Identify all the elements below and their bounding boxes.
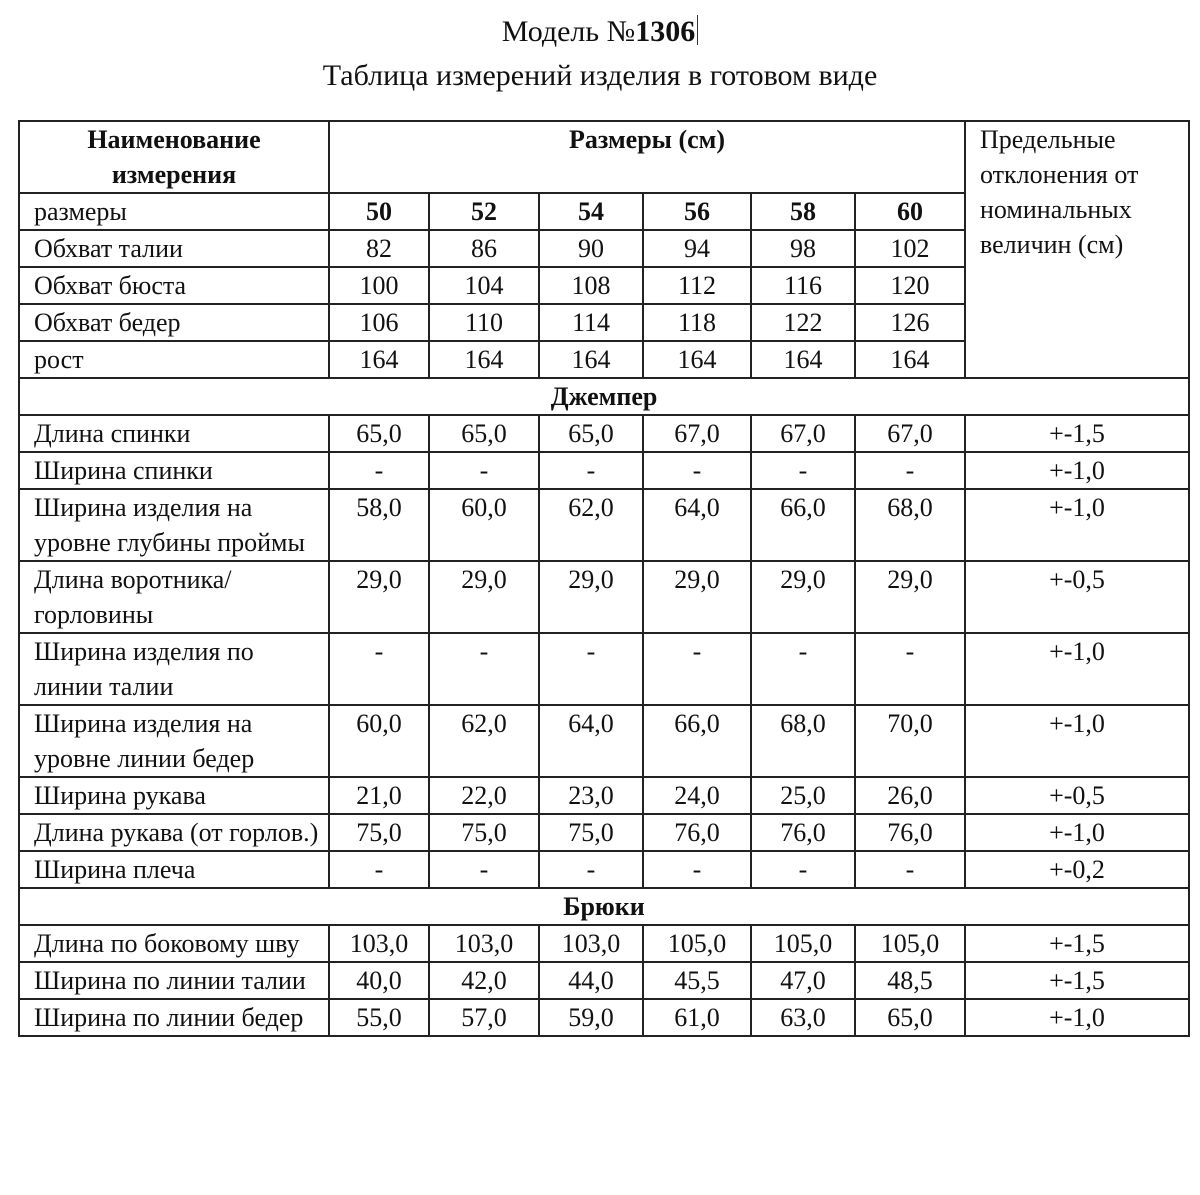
value-cell: - [329, 452, 429, 489]
value-cell: 65,0 [855, 999, 965, 1036]
value-cell: 64,0 [643, 489, 751, 561]
tolerance-cell: +-0,2 [965, 851, 1189, 888]
value-cell: 62,0 [429, 705, 539, 777]
header-sizes-cell: Размеры (см) [329, 121, 965, 193]
row-name-cell: Ширина изделия на уровне линии бедер [19, 705, 329, 777]
table-row [19, 489, 1189, 561]
row-name-cell: Обхват бюста [19, 267, 329, 304]
value-cell: - [429, 633, 539, 705]
size-header-cell: 50 [329, 193, 429, 230]
value-cell: - [429, 851, 539, 888]
value-cell: 44,0 [539, 962, 643, 999]
value-cell: - [643, 851, 751, 888]
value-cell: 62,0 [539, 489, 643, 561]
value-cell: 105,0 [855, 925, 965, 962]
value-cell: - [643, 452, 751, 489]
title-prefix: Модель № [501, 15, 636, 48]
tolerance-cell: +-1,0 [965, 814, 1189, 851]
value-cell: 65,0 [329, 415, 429, 452]
table-row [19, 415, 1189, 452]
value-cell: 82 [329, 230, 429, 267]
value-cell: 65,0 [539, 415, 643, 452]
document-subtitle: Таблица измерений изделия в готовом виде [322, 59, 878, 92]
value-cell: 42,0 [429, 962, 539, 999]
value-cell: 164 [429, 341, 539, 378]
value-cell: 48,5 [855, 962, 965, 999]
header-tolerance-cell: Предельные отклонения от номинальных величин (см) [965, 121, 1189, 378]
value-cell: 29,0 [329, 561, 429, 633]
table-row [19, 705, 1189, 777]
table-row [19, 452, 1189, 489]
row-name-cell: Ширина изделия по линии талии [19, 633, 329, 705]
value-cell: 23,0 [539, 777, 643, 814]
value-cell: - [429, 452, 539, 489]
value-cell: - [751, 633, 855, 705]
value-cell: 55,0 [329, 999, 429, 1036]
table-row [19, 925, 1189, 962]
row-name-cell: Ширина рукава [19, 777, 329, 814]
value-cell: 63,0 [751, 999, 855, 1036]
size-row-label: размеры [19, 193, 329, 230]
document-title [0, 12, 1200, 52]
value-cell: - [855, 851, 965, 888]
value-cell: - [751, 452, 855, 489]
value-cell: 106 [329, 304, 429, 341]
value-cell: - [539, 851, 643, 888]
value-cell: - [643, 633, 751, 705]
header-row [19, 121, 1189, 193]
value-cell: 75,0 [429, 814, 539, 851]
value-cell: 29,0 [429, 561, 539, 633]
table-row [19, 999, 1189, 1036]
value-cell: 114 [539, 304, 643, 341]
value-cell: 76,0 [855, 814, 965, 851]
value-cell: 164 [539, 341, 643, 378]
row-name-cell: Ширина плеча [19, 851, 329, 888]
value-cell: 75,0 [329, 814, 429, 851]
row-name-cell: Ширина изделия на уровне глубины проймы [19, 489, 329, 561]
title-block [0, 12, 1200, 96]
size-header-cell: 58 [751, 193, 855, 230]
value-cell: 25,0 [751, 777, 855, 814]
value-cell: - [329, 851, 429, 888]
value-cell: 164 [855, 341, 965, 378]
value-cell: 103,0 [429, 925, 539, 962]
value-cell: 59,0 [539, 999, 643, 1036]
section-header-row [19, 378, 1189, 415]
table-row [19, 814, 1189, 851]
measurements-table [18, 120, 1190, 1037]
size-header-cell: 60 [855, 193, 965, 230]
value-cell: 76,0 [643, 814, 751, 851]
tolerance-cell: +-1,5 [965, 962, 1189, 999]
value-cell: 26,0 [855, 777, 965, 814]
row-name-cell: Обхват бедер [19, 304, 329, 341]
tolerance-cell: +-1,0 [965, 705, 1189, 777]
value-cell: 102 [855, 230, 965, 267]
value-cell: 108 [539, 267, 643, 304]
value-cell: 126 [855, 304, 965, 341]
tolerance-cell: +-1,0 [965, 452, 1189, 489]
row-name-cell: Длина рукава (от горлов.) [19, 814, 329, 851]
header-name-cell: Наименование измерения [19, 121, 329, 193]
value-cell: 47,0 [751, 962, 855, 999]
value-cell: 29,0 [643, 561, 751, 633]
value-cell: 103,0 [539, 925, 643, 962]
size-header-cell: 56 [643, 193, 751, 230]
value-cell: 66,0 [643, 705, 751, 777]
value-cell: 60,0 [429, 489, 539, 561]
row-name-cell: Обхват талии [19, 230, 329, 267]
value-cell: 120 [855, 267, 965, 304]
row-name-cell: Ширина по линии бедер [19, 999, 329, 1036]
row-name-cell: Длина спинки [19, 415, 329, 452]
value-cell: 112 [643, 267, 751, 304]
value-cell: 122 [751, 304, 855, 341]
value-cell: - [329, 633, 429, 705]
row-name-cell: Ширина спинки [19, 452, 329, 489]
value-cell: 67,0 [643, 415, 751, 452]
value-cell: 29,0 [751, 561, 855, 633]
value-cell: 76,0 [751, 814, 855, 851]
value-cell: 103,0 [329, 925, 429, 962]
value-cell: - [855, 452, 965, 489]
value-cell: 45,5 [643, 962, 751, 999]
row-name-cell: рост [19, 341, 329, 378]
value-cell: 164 [751, 341, 855, 378]
tolerance-cell: +-1,5 [965, 415, 1189, 452]
tolerance-cell: +-1,0 [965, 489, 1189, 561]
value-cell: 21,0 [329, 777, 429, 814]
value-cell: 60,0 [329, 705, 429, 777]
section-title: Брюки [19, 888, 1189, 925]
value-cell: 29,0 [539, 561, 643, 633]
value-cell: 70,0 [855, 705, 965, 777]
value-cell: 164 [643, 341, 751, 378]
value-cell: 67,0 [855, 415, 965, 452]
value-cell: 65,0 [429, 415, 539, 452]
value-cell: 116 [751, 267, 855, 304]
size-header-cell: 54 [539, 193, 643, 230]
value-cell: - [539, 633, 643, 705]
value-cell: 104 [429, 267, 539, 304]
value-cell: 90 [539, 230, 643, 267]
section-header-row [19, 888, 1189, 925]
value-cell: - [539, 452, 643, 489]
value-cell: 22,0 [429, 777, 539, 814]
value-cell: 68,0 [751, 705, 855, 777]
value-cell: 100 [329, 267, 429, 304]
value-cell: 164 [329, 341, 429, 378]
row-name-cell: Длина по боковому шву [19, 925, 329, 962]
value-cell: 105,0 [643, 925, 751, 962]
tolerance-cell: +-1,0 [965, 999, 1189, 1036]
value-cell: 61,0 [643, 999, 751, 1036]
table-row [19, 561, 1189, 633]
value-cell: 86 [429, 230, 539, 267]
value-cell: 64,0 [539, 705, 643, 777]
tolerance-cell: +-1,5 [965, 925, 1189, 962]
table-row [19, 777, 1189, 814]
section-title: Джемпер [19, 378, 1189, 415]
value-cell: - [751, 851, 855, 888]
tolerance-cell: +-0,5 [965, 777, 1189, 814]
size-header-cell: 52 [429, 193, 539, 230]
value-cell: 105,0 [751, 925, 855, 962]
value-cell: 40,0 [329, 962, 429, 999]
row-name-cell: Длина воротника/горловины [19, 561, 329, 633]
value-cell: - [855, 633, 965, 705]
table-body [19, 121, 1189, 1036]
value-cell: 58,0 [329, 489, 429, 561]
text-cursor [697, 15, 698, 45]
value-cell: 98 [751, 230, 855, 267]
value-cell: 67,0 [751, 415, 855, 452]
value-cell: 110 [429, 304, 539, 341]
value-cell: 68,0 [855, 489, 965, 561]
value-cell: 118 [643, 304, 751, 341]
row-name-cell: Ширина по линии талии [19, 962, 329, 999]
value-cell: 57,0 [429, 999, 539, 1036]
tolerance-cell: +-1,0 [965, 633, 1189, 705]
table-row [19, 633, 1189, 705]
value-cell: 29,0 [855, 561, 965, 633]
tolerance-cell: +-0,5 [965, 561, 1189, 633]
table-row [19, 851, 1189, 888]
value-cell: 66,0 [751, 489, 855, 561]
value-cell: 24,0 [643, 777, 751, 814]
value-cell: 75,0 [539, 814, 643, 851]
table-row [19, 962, 1189, 999]
value-cell: 94 [643, 230, 751, 267]
model-number: 1306 [635, 15, 696, 48]
